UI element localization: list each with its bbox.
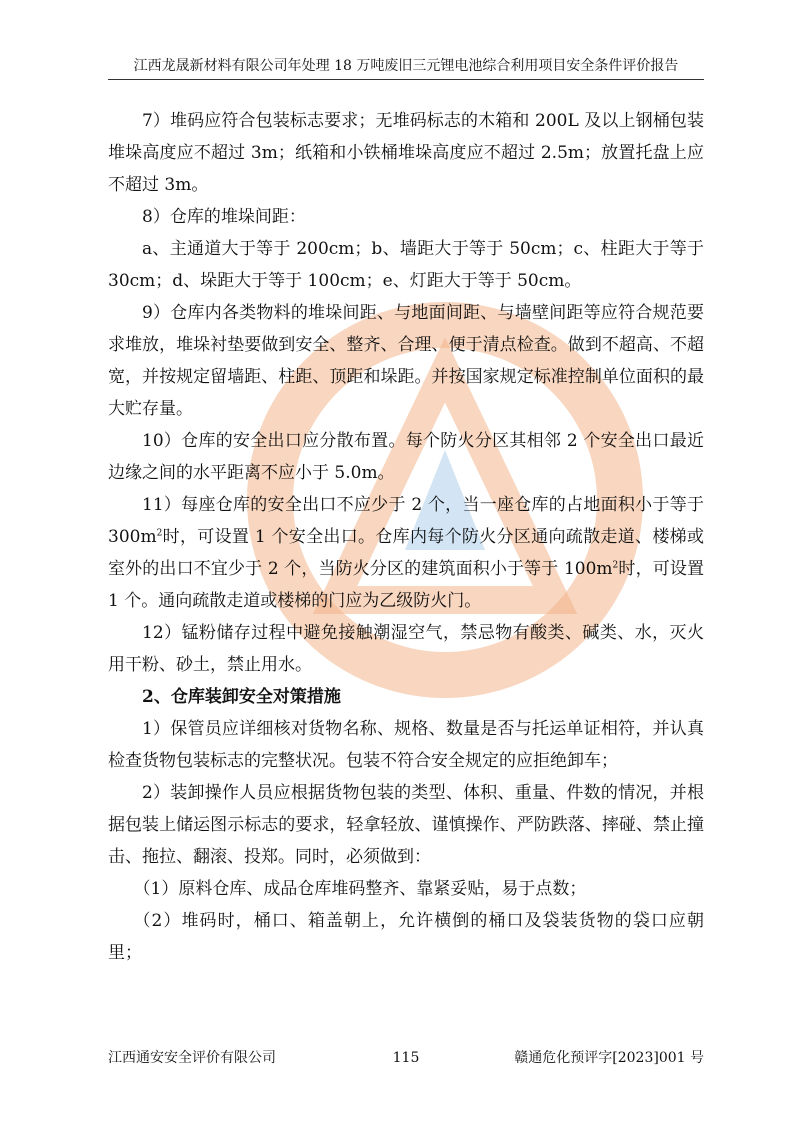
item-8-detail: a、主通道大于等于 200cm；b、墙距大于等于 50cm；c、柱距大于等于 30cm；d、垛距大于等于 100cm；e、灯距大于等于 50cm。 xyxy=(108,239,704,291)
item-8: 8）仓库的堆垛间距： xyxy=(142,207,306,227)
section-2-item-1: 1）保管员应详细核对货物名称、规格、数量是否与托运单证相符，并认真检查货物包装标志的完整状况。包装不符合安全规定的应拒绝卸车； xyxy=(108,719,704,771)
item-11-part-c: 时，可设置 1 个。通向疏散走道或楼梯的门应为乙级防火门。 xyxy=(108,559,704,611)
document-body xyxy=(108,105,704,969)
item-11 xyxy=(108,489,704,617)
superscript-2: 2 xyxy=(612,560,619,571)
page-number: 115 xyxy=(392,1050,420,1066)
item-10: 10）仓库的安全出口应分散布置。每个防火分区其相邻 2 个安全出口最近边缘之间的水平距离不应小于 5.0m。 xyxy=(108,431,704,483)
section-2-item-2-sub-1: （1）原料仓库、成品仓库堆码整齐、靠紧妥贴，易于点数； xyxy=(133,879,587,899)
header-rule xyxy=(108,79,704,80)
superscript-2: 2 xyxy=(156,528,163,539)
item-9: 9）仓库内各类物料的堆垛间距、与地面间距、与墙壁间距等应符合规范要求堆放，堆垛衬垫要做到安全、整齐、合理、便于清点检查。做到不超高、不超宽，并按规定留墙距、柱距、顶距和垛距。并按国家规定标准控制单位面积的最大贮存量。 xyxy=(108,303,704,419)
item-12: 12）锰粉储存过程中避免接触潮湿空气，禁忌物有酸类、碱类、水，灭火用干粉、砂土，禁止用水。 xyxy=(108,623,704,675)
item-11-part-a: 11）每座仓库的安全出口不应少于 2 个，当一座仓库的占地面积小于等于 300m xyxy=(108,495,704,547)
section-2-item-2-sub-2: （2）堆码时，桶口、箱盖朝上，允许横倒的桶口及袋装货物的袋口应朝里； xyxy=(108,911,704,963)
document-number: 赣通危化预评字[2023]001 号 xyxy=(514,1050,704,1066)
section-heading: 2、仓库装卸安全对策措施 xyxy=(142,687,341,707)
page-footer xyxy=(108,1049,704,1067)
footer-company: 江西通安安全评价有限公司 xyxy=(108,1050,276,1066)
item-7: 7）堆码应符合包装标志要求；无堆码标志的木箱和 200L 及以上钢桶包装堆垛高度应不超过 3m；纸箱和小铁桶堆垛高度应不超过 2.5m；放置托盘上应不超过 3m。 xyxy=(108,111,704,195)
running-header: 江西龙晟新材料有限公司年处理 18 万吨废旧三元锂电池综合利用项目安全条件评价报告 xyxy=(133,58,679,74)
item-11-part-b: 时，可设置 1 个安全出口。仓库内每个防火分区通向疏散走道、楼梯或室外的出口不宜少于 2 个，当防火分区的建筑面积小于等于 100m xyxy=(108,527,704,579)
section-2-item-2: 2）装卸操作人员应根据货物包装的类型、体积、重量、件数的情况，并根据包装上储运图示标志的要求，轻拿轻放、谨慎操作、严防跌落、摔碰、禁止撞击、拖拉、翻滚、投郑。同时，必须做到： xyxy=(108,783,704,867)
